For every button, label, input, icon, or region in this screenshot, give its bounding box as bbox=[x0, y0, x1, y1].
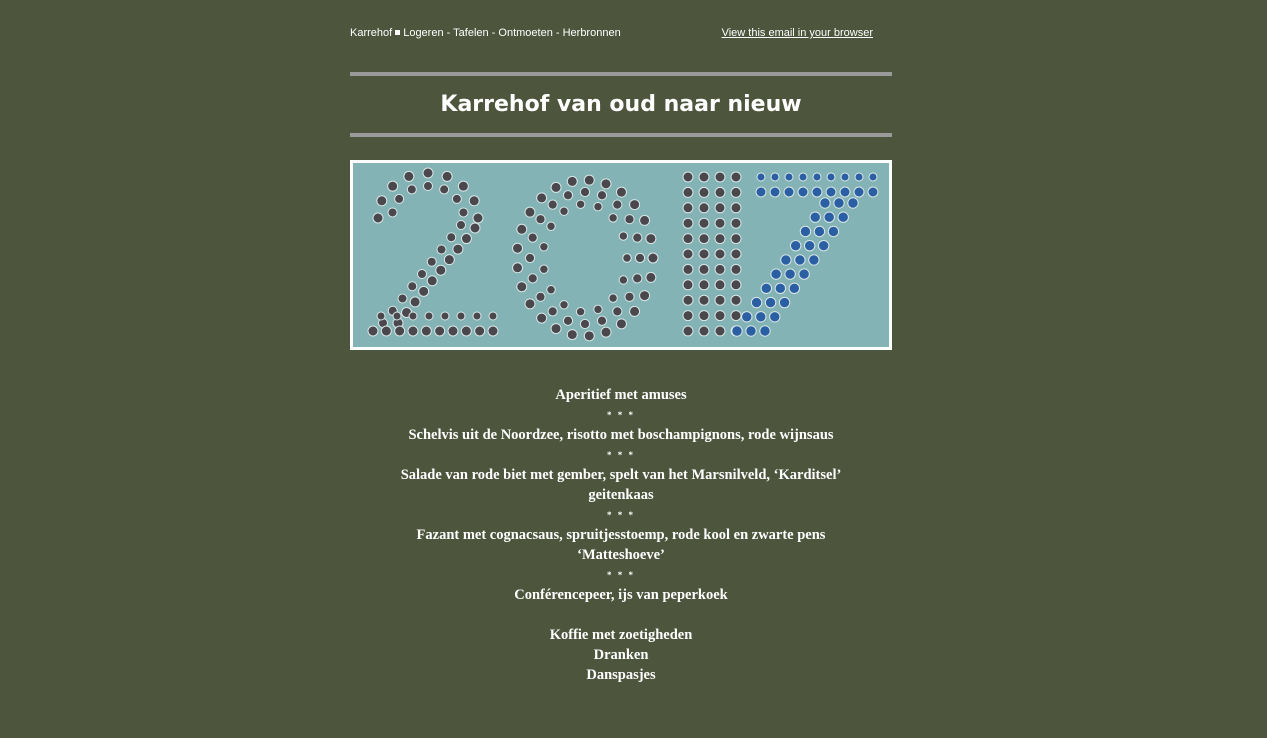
dot bbox=[408, 282, 417, 291]
menu-course-line: Fazant met cognacsaus, spruitjesstoemp, rode kool en zwarte pens bbox=[416, 527, 826, 543]
dot bbox=[537, 313, 547, 323]
dot bbox=[597, 316, 606, 325]
dot bbox=[423, 168, 433, 178]
dot bbox=[408, 326, 418, 336]
dot bbox=[683, 264, 693, 274]
dot bbox=[488, 326, 498, 336]
dot bbox=[841, 173, 849, 181]
dot bbox=[779, 297, 789, 307]
dot bbox=[442, 171, 452, 181]
dot bbox=[560, 301, 568, 309]
dot bbox=[756, 187, 766, 197]
dot bbox=[715, 249, 725, 259]
dot bbox=[781, 255, 791, 265]
menu-separator: * * * bbox=[607, 410, 635, 420]
dot bbox=[820, 198, 830, 208]
nav-links[interactable]: Logeren - Tafelen - Ontmoeten - Herbronnen bbox=[403, 27, 621, 39]
dot bbox=[799, 173, 807, 181]
dot bbox=[473, 312, 481, 320]
dot bbox=[444, 255, 454, 265]
dot bbox=[453, 244, 463, 254]
dot bbox=[848, 198, 858, 208]
dot bbox=[393, 312, 401, 320]
dot bbox=[683, 218, 693, 228]
menu-dessert: Conférencepeer, ijs van peperkoek bbox=[514, 587, 728, 603]
square-bullet-icon bbox=[395, 30, 400, 35]
dot bbox=[377, 312, 385, 320]
dot bbox=[731, 203, 741, 213]
dot bbox=[584, 175, 594, 185]
brand-link[interactable]: Karrehof bbox=[350, 27, 393, 39]
dot bbox=[828, 226, 838, 236]
dot bbox=[536, 292, 545, 301]
dot bbox=[699, 172, 709, 182]
dot bbox=[525, 207, 535, 217]
dot bbox=[395, 194, 404, 203]
dot bbox=[640, 215, 650, 225]
dot bbox=[784, 187, 794, 197]
dot bbox=[547, 222, 555, 230]
dot bbox=[785, 173, 793, 181]
dot bbox=[746, 326, 756, 336]
dot bbox=[715, 280, 725, 290]
dot bbox=[790, 240, 800, 250]
dot bbox=[448, 326, 458, 336]
dot bbox=[601, 179, 611, 189]
dot bbox=[683, 172, 693, 182]
dot bbox=[548, 200, 557, 209]
dot bbox=[625, 215, 634, 224]
dot bbox=[373, 213, 383, 223]
dot bbox=[548, 307, 557, 316]
dot bbox=[683, 280, 693, 290]
dot bbox=[699, 264, 709, 274]
dot bbox=[436, 265, 446, 275]
dot bbox=[732, 326, 742, 336]
dot bbox=[731, 264, 741, 274]
dot bbox=[800, 226, 810, 236]
dot bbox=[715, 326, 725, 336]
dot bbox=[869, 173, 877, 181]
dot bbox=[775, 283, 785, 293]
dot bbox=[470, 223, 480, 233]
dot bbox=[580, 187, 589, 196]
dot bbox=[563, 316, 572, 325]
dot bbox=[683, 203, 693, 213]
dot bbox=[799, 269, 809, 279]
dot bbox=[609, 214, 617, 222]
dot bbox=[388, 208, 397, 217]
menu-separator: * * * bbox=[607, 510, 635, 520]
dot bbox=[560, 207, 568, 215]
dot bbox=[594, 202, 602, 210]
dot bbox=[699, 295, 709, 305]
dot bbox=[489, 312, 497, 320]
dot bbox=[425, 312, 433, 320]
dot bbox=[826, 187, 836, 197]
year-2017-dot-art bbox=[353, 163, 889, 347]
dot bbox=[814, 226, 824, 236]
dot bbox=[855, 173, 863, 181]
dot bbox=[418, 270, 427, 279]
menu-course-line: geitenkaas bbox=[588, 487, 654, 503]
dot bbox=[699, 311, 709, 321]
dot bbox=[457, 221, 466, 230]
menu-course-line: Schelvis uit de Noordzee, risotto met boschampignons, rode wijnsaus bbox=[408, 427, 834, 443]
menu-course-line: ‘Matteshoeve’ bbox=[577, 547, 665, 563]
dot bbox=[834, 198, 844, 208]
dot bbox=[789, 283, 799, 293]
dot bbox=[731, 218, 741, 228]
dot bbox=[551, 182, 561, 192]
menu-closing-line: Dranken bbox=[593, 647, 649, 663]
dot bbox=[795, 255, 805, 265]
dot bbox=[827, 173, 835, 181]
dot bbox=[838, 212, 848, 222]
dot bbox=[567, 176, 577, 186]
dot bbox=[613, 307, 622, 316]
dot bbox=[810, 212, 820, 222]
dot bbox=[619, 276, 627, 284]
dot bbox=[609, 294, 617, 302]
dot bbox=[812, 187, 822, 197]
dot bbox=[731, 172, 741, 182]
dot bbox=[854, 187, 864, 197]
dot bbox=[461, 234, 471, 244]
dot bbox=[404, 171, 414, 181]
dot bbox=[440, 185, 449, 194]
dot bbox=[410, 297, 420, 307]
dot bbox=[424, 182, 433, 191]
dot bbox=[469, 196, 479, 206]
dot bbox=[683, 295, 693, 305]
dot bbox=[771, 173, 779, 181]
dot bbox=[528, 233, 537, 242]
dot bbox=[731, 295, 741, 305]
dot bbox=[648, 253, 658, 263]
dot bbox=[567, 330, 577, 340]
dot bbox=[646, 234, 656, 244]
dot bbox=[452, 194, 461, 203]
dot bbox=[461, 326, 471, 336]
dot bbox=[616, 319, 626, 329]
dot bbox=[613, 200, 622, 209]
dot bbox=[459, 208, 468, 217]
dot bbox=[818, 240, 828, 250]
email-container bbox=[350, 27, 892, 685]
dot bbox=[601, 327, 611, 337]
dot bbox=[633, 274, 642, 283]
dot bbox=[457, 312, 465, 320]
dot bbox=[407, 185, 416, 194]
dot bbox=[760, 326, 770, 336]
dot bbox=[517, 282, 527, 292]
dot bbox=[388, 181, 398, 191]
top-nav bbox=[350, 27, 621, 39]
dot bbox=[597, 191, 606, 200]
dot bbox=[715, 218, 725, 228]
dot bbox=[563, 191, 572, 200]
top-bar bbox=[350, 27, 892, 47]
dot bbox=[580, 319, 589, 328]
dot bbox=[751, 297, 761, 307]
dot bbox=[421, 326, 431, 336]
dot bbox=[683, 326, 693, 336]
dot bbox=[594, 305, 602, 313]
dot bbox=[633, 233, 642, 242]
dot bbox=[623, 254, 631, 262]
menu-closing-line: Danspasjes bbox=[586, 667, 656, 683]
dot bbox=[715, 203, 725, 213]
dot bbox=[377, 196, 387, 206]
dot bbox=[551, 324, 561, 334]
dot bbox=[699, 326, 709, 336]
menu-course-line: Salade van rode biet met gember, spelt van het Marsnilveld, ‘Karditsel’ bbox=[400, 467, 842, 483]
dot bbox=[699, 280, 709, 290]
dot bbox=[742, 312, 752, 322]
dot bbox=[798, 187, 808, 197]
dot bbox=[540, 265, 548, 273]
dot bbox=[756, 312, 766, 322]
dot bbox=[715, 295, 725, 305]
dot bbox=[699, 187, 709, 197]
dot bbox=[840, 187, 850, 197]
dot bbox=[536, 215, 545, 224]
dot bbox=[824, 212, 834, 222]
dot bbox=[683, 187, 693, 197]
dot bbox=[447, 233, 456, 242]
dot bbox=[517, 224, 527, 234]
dot bbox=[540, 243, 548, 251]
dot bbox=[699, 218, 709, 228]
dot bbox=[630, 306, 640, 316]
dot bbox=[785, 269, 795, 279]
dot bbox=[625, 292, 634, 301]
dot bbox=[513, 263, 523, 273]
dot bbox=[683, 249, 693, 259]
dot bbox=[630, 200, 640, 210]
dot bbox=[813, 173, 821, 181]
dot bbox=[525, 299, 535, 309]
view-in-browser-link[interactable]: View this email in your browser bbox=[721, 27, 873, 39]
dot bbox=[715, 187, 725, 197]
dot bbox=[513, 243, 523, 253]
dot bbox=[699, 249, 709, 259]
page-title: Karrehof van oud naar nieuw bbox=[440, 92, 802, 117]
menu-separator: * * * bbox=[607, 450, 635, 460]
dot bbox=[731, 280, 741, 290]
dot bbox=[699, 203, 709, 213]
dot bbox=[441, 312, 449, 320]
dot bbox=[731, 311, 741, 321]
dot bbox=[475, 326, 485, 336]
dot bbox=[646, 272, 656, 282]
dot bbox=[771, 269, 781, 279]
dot bbox=[547, 286, 555, 294]
menu-course-line: Aperitief met amuses bbox=[555, 387, 687, 403]
dot bbox=[395, 326, 405, 336]
dot bbox=[699, 234, 709, 244]
dot bbox=[525, 253, 534, 262]
dot bbox=[809, 255, 819, 265]
dot bbox=[537, 193, 547, 203]
dot bbox=[731, 234, 741, 244]
dot bbox=[398, 294, 407, 303]
dot bbox=[731, 187, 741, 197]
dot bbox=[437, 245, 446, 254]
dot bbox=[770, 187, 780, 197]
dot bbox=[757, 173, 765, 181]
dinner-menu bbox=[350, 385, 892, 685]
dot bbox=[458, 181, 468, 191]
dot bbox=[765, 297, 775, 307]
dot bbox=[616, 187, 626, 197]
dot bbox=[683, 234, 693, 244]
dot bbox=[528, 274, 537, 283]
dot bbox=[409, 312, 417, 320]
menu-gap bbox=[350, 605, 892, 625]
dot bbox=[715, 311, 725, 321]
year-banner-image bbox=[350, 160, 892, 350]
dot bbox=[619, 232, 627, 240]
dot bbox=[715, 172, 725, 182]
dot bbox=[715, 234, 725, 244]
dot bbox=[683, 311, 693, 321]
dot bbox=[576, 200, 584, 208]
dot bbox=[576, 308, 584, 316]
dot bbox=[473, 213, 483, 223]
dot bbox=[761, 283, 771, 293]
dot bbox=[868, 187, 878, 197]
menu-separator: * * * bbox=[607, 570, 635, 580]
dot bbox=[381, 326, 391, 336]
dot bbox=[635, 253, 644, 262]
dot bbox=[770, 312, 780, 322]
dot bbox=[804, 240, 814, 250]
dot bbox=[731, 249, 741, 259]
dot bbox=[427, 276, 437, 286]
dot bbox=[584, 331, 594, 341]
dot bbox=[368, 326, 378, 336]
dot bbox=[435, 326, 445, 336]
dot bbox=[419, 286, 429, 296]
bottom-divider bbox=[350, 133, 892, 137]
dot bbox=[640, 291, 650, 301]
dot bbox=[427, 257, 436, 266]
dot bbox=[715, 264, 725, 274]
menu-closing-line: Koffie met zoetigheden bbox=[549, 627, 693, 643]
